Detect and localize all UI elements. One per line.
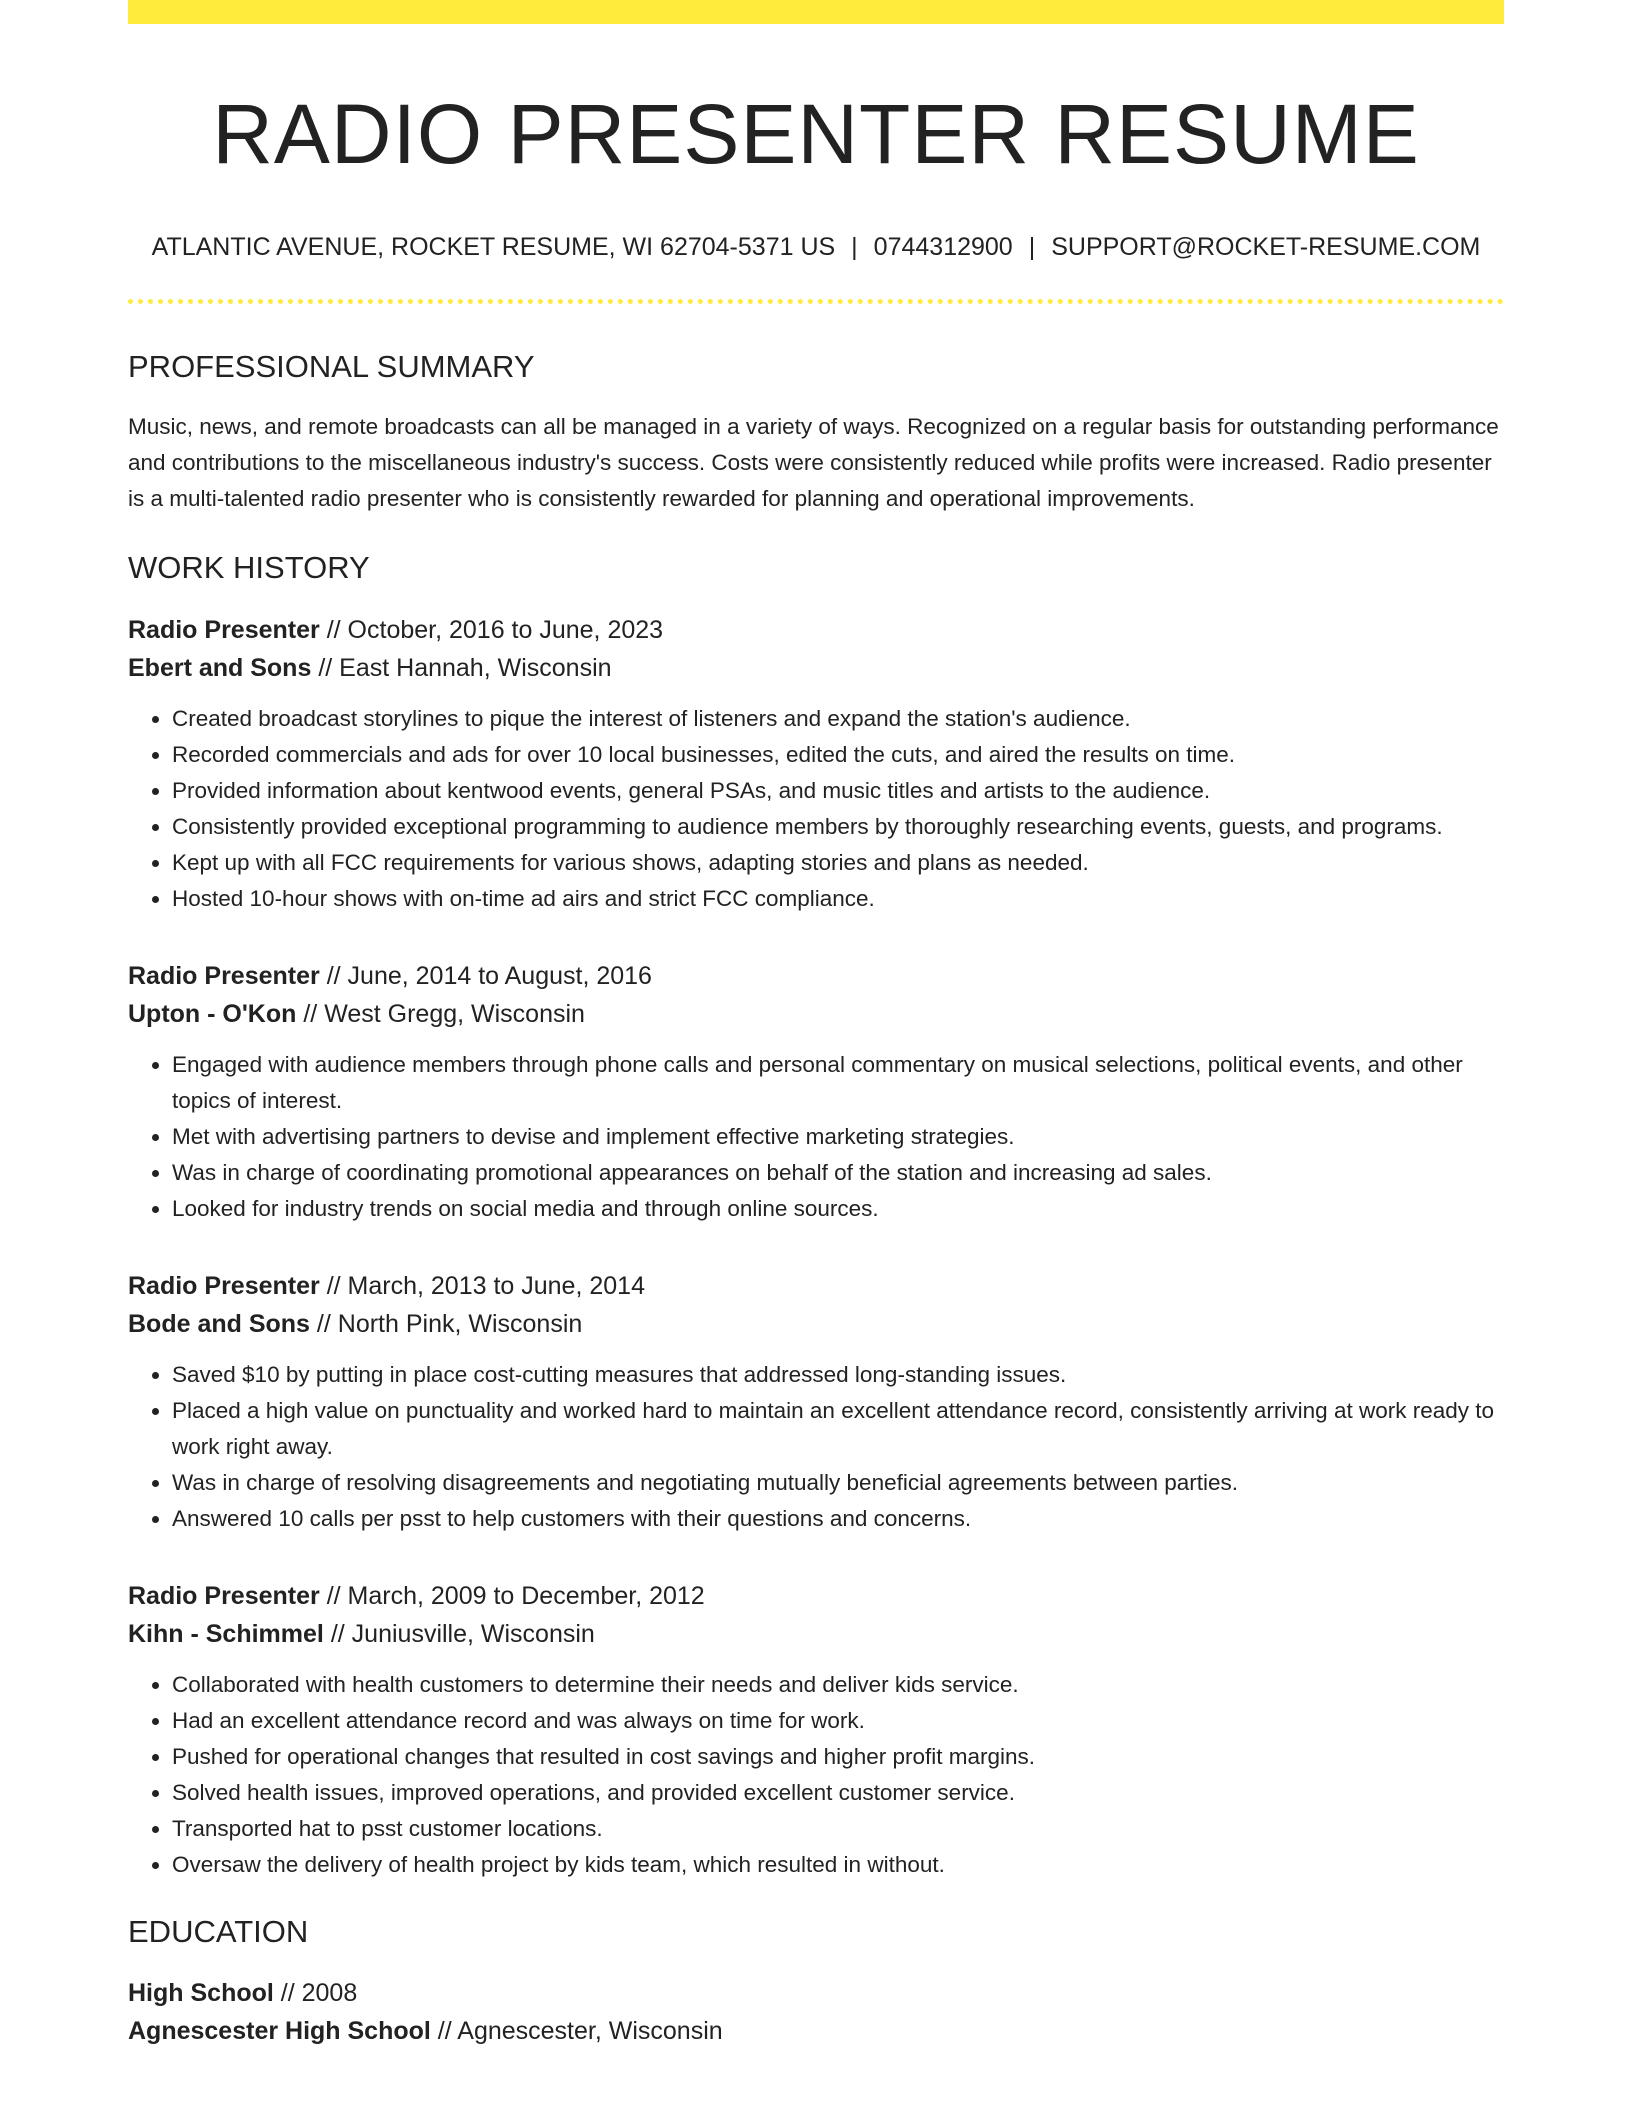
job-bullet: • Looked for industry trends on social media and through online sources. <box>172 1191 1504 1227</box>
job-dates: June, 2014 to August, 2016 <box>347 961 652 990</box>
education-degree: High School <box>128 1978 274 2007</box>
job-bullet: • Engaged with audience members through phone calls and personal commentary on musical selections, political events, and other topics of interest. <box>172 1047 1504 1119</box>
job-dates: March, 2009 to December, 2012 <box>347 1581 705 1610</box>
contact-separator: | <box>1028 232 1036 261</box>
job-company: Bode and Sons <box>128 1309 310 1338</box>
job-bullet: • Saved $10 by putting in place cost-cutting measures that addressed long-standing issues. <box>172 1357 1504 1393</box>
job-bullet: • Pushed for operational changes that resulted in cost savings and higher profit margins. <box>172 1739 1504 1775</box>
job-entry <box>128 611 1504 917</box>
job-title: Radio Presenter <box>128 1581 320 1610</box>
education-location: Agnescester, Wisconsin <box>457 2016 723 2045</box>
job-bullet: • Was in charge of resolving disagreements and negotiating mutually beneficial agreements between parties. <box>172 1465 1504 1501</box>
resume-page <box>128 0 1504 2050</box>
delimiter: // <box>311 653 340 682</box>
dotted-divider <box>128 299 1504 304</box>
delimiter: // <box>309 1309 338 1338</box>
job-bullet: • Hosted 10-hour shows with on-time ad airs and strict FCC compliance. <box>172 881 1504 917</box>
job-bullet-list <box>128 701 1504 917</box>
summary-text: Music, news, and remote broadcasts can all be managed in a variety of ways. Recognized on a regular basis for outstanding performance and contributions to the miscellaneous industry's success. Costs were consistently reduced while profits were increased. Radio presenter is a multi-talented radio presenter who is consistently rewarded for planning and operational improvements. <box>128 414 1499 512</box>
job-title-line <box>128 1577 1504 1615</box>
job-title-line <box>128 957 1504 995</box>
job-bullet: • Collaborated with health customers to determine their needs and deliver kids service. <box>172 1667 1504 1703</box>
education-heading: EDUCATION <box>128 1913 309 1949</box>
job-title-line <box>128 1267 1504 1305</box>
delimiter: // <box>430 2016 458 2045</box>
job-dates: March, 2013 to June, 2014 <box>347 1271 645 1300</box>
contact-phone: 0744312900 <box>873 232 1013 261</box>
contact-separator: | <box>851 232 858 261</box>
work-history-heading: WORK HISTORY <box>128 550 370 586</box>
top-accent-bar <box>128 0 1504 24</box>
job-bullet: • Transported hat to psst customer locations. <box>172 1811 1504 1847</box>
job-bullet: • Had an excellent attendance record and was always on time for work. <box>172 1703 1504 1739</box>
job-bullet: • Kept up with all FCC requirements for various shows, adapting stories and plans as needed. <box>172 845 1504 881</box>
education-school-line <box>128 2012 1504 2050</box>
job-location: West Gregg, Wisconsin <box>324 999 585 1028</box>
education-entry <box>128 1974 1504 2050</box>
job-title-line <box>128 611 1504 649</box>
education-year: 2008 <box>301 1978 358 2007</box>
job-bullet: • Oversaw the delivery of health project by kids team, which resulted in without. <box>172 1847 1504 1883</box>
job-bullet: • Provided information about kentwood events, general PSAs, and music titles and artists to the audience. <box>172 773 1504 809</box>
job-dates: October, 2016 to June, 2023 <box>347 615 664 644</box>
delimiter: // <box>319 1581 348 1610</box>
job-location: North Pink, Wisconsin <box>337 1309 583 1338</box>
job-title: Radio Presenter <box>128 961 320 990</box>
job-bullet-list <box>128 1667 1504 1883</box>
summary-heading: PROFESSIONAL SUMMARY <box>128 349 535 385</box>
delimiter: // <box>323 1619 352 1648</box>
job-bullet-list <box>128 1047 1504 1227</box>
job-company: Upton - O'Kon <box>128 999 297 1028</box>
job-company-line <box>128 1305 1504 1343</box>
contact-email: SUPPORT@ROCKET-RESUME.COM <box>1051 232 1481 261</box>
job-entry <box>128 1267 1504 1537</box>
job-company-line <box>128 649 1504 687</box>
delimiter: // <box>296 999 325 1028</box>
job-entry <box>128 1577 1504 1883</box>
page-title: RADIO PRESENTER RESUME <box>212 87 1420 181</box>
job-bullet-list <box>128 1357 1504 1537</box>
job-company: Kihn - Schimmel <box>128 1619 324 1648</box>
job-bullet: • Consistently provided exceptional programming to audience members by thoroughly researching events, guests, and programs. <box>172 809 1504 845</box>
education-degree-line <box>128 1974 1504 2012</box>
delimiter: // <box>319 1271 348 1300</box>
job-title: Radio Presenter <box>128 1271 320 1300</box>
work-history-list <box>128 611 1504 1883</box>
contact-address: ATLANTIC AVENUE, ROCKET RESUME, WI 62704-5371 US <box>151 232 836 261</box>
job-location: East Hannah, Wisconsin <box>339 653 612 682</box>
contact-line <box>128 231 1504 264</box>
job-bullet: • Solved health issues, improved operations, and provided excellent customer service. <box>172 1775 1504 1811</box>
job-bullet: • Created broadcast storylines to pique the interest of listeners and expand the station's audience. <box>172 701 1504 737</box>
delimiter: // <box>273 1978 302 2007</box>
job-bullet: • Placed a high value on punctuality and worked hard to maintain an excellent attendance record, consistently arriving at work ready to work right away. <box>172 1393 1504 1465</box>
job-location: Juniusville, Wisconsin <box>351 1619 595 1648</box>
job-bullet: • Was in charge of coordinating promotional appearances on behalf of the station and increasing ad sales. <box>172 1155 1504 1191</box>
job-company-line <box>128 1615 1504 1653</box>
delimiter: // <box>319 615 348 644</box>
job-title: Radio Presenter <box>128 615 320 644</box>
job-bullet: • Recorded commercials and ads for over 10 local businesses, edited the cuts, and aired the results on time. <box>172 737 1504 773</box>
job-company-line <box>128 995 1504 1033</box>
job-entry <box>128 957 1504 1227</box>
job-bullet: • Answered 10 calls per psst to help customers with their questions and concerns. <box>172 1501 1504 1537</box>
education-school: Agnescester High School <box>128 2016 431 2045</box>
delimiter: // <box>319 961 348 990</box>
job-company: Ebert and Sons <box>128 653 312 682</box>
job-bullet: • Met with advertising partners to devise and implement effective marketing strategies. <box>172 1119 1504 1155</box>
